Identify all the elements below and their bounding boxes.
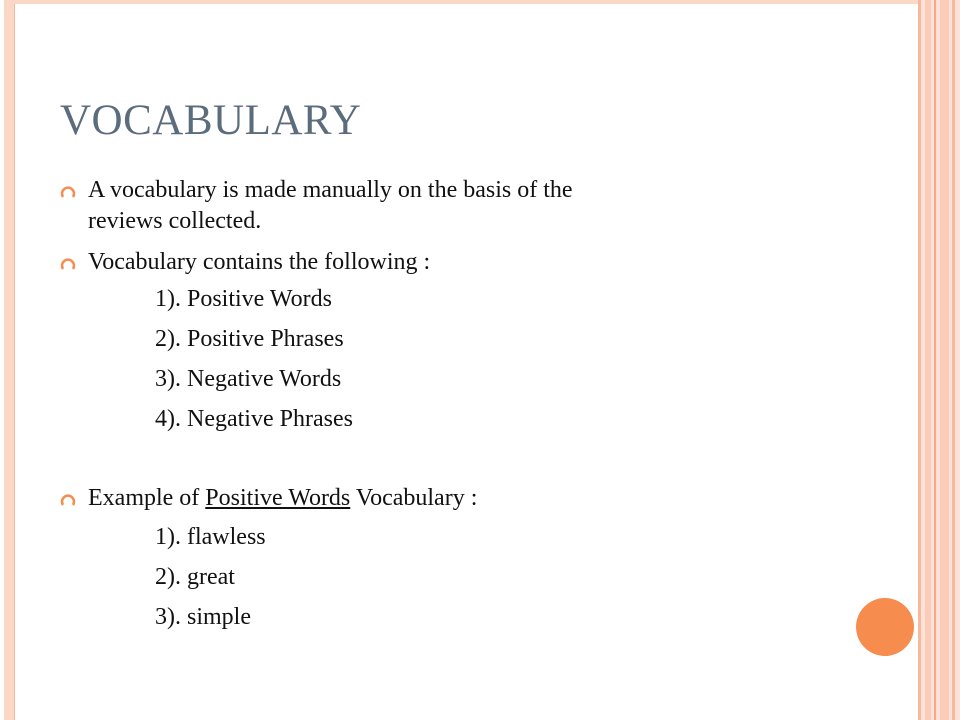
open-orange-bullet-icon xyxy=(60,183,76,199)
list-item: 3). Negative Words xyxy=(155,366,342,392)
frame-stripe xyxy=(925,0,931,720)
list-item: 4). Negative Phrases xyxy=(155,406,353,432)
bullet-text xyxy=(88,483,808,514)
orange-circle-decoration xyxy=(856,598,914,656)
list-item: 3). simple xyxy=(155,604,251,630)
frame-top-border xyxy=(4,0,918,4)
open-orange-bullet-icon xyxy=(60,491,76,507)
list-item: 1). flawless xyxy=(155,524,266,550)
frame-left-border xyxy=(4,0,15,720)
frame-stripe xyxy=(940,0,949,720)
frame-stripe xyxy=(934,0,936,720)
list-item: 2). great xyxy=(155,564,235,590)
list-item: 2). Positive Phrases xyxy=(155,326,344,352)
frame-stripe xyxy=(952,0,955,720)
bullet-text xyxy=(88,175,808,237)
example-suffix: Vocabulary : xyxy=(350,485,478,511)
example-underlined: Positive Words xyxy=(205,485,351,511)
frame-stripe xyxy=(918,0,921,720)
bullet-line: A vocabulary is made manually on the basis of the xyxy=(88,177,573,203)
example-prefix: Example of xyxy=(88,485,206,511)
slide-title: VOCABULARY xyxy=(60,97,362,144)
list-item: 1). Positive Words xyxy=(155,286,332,312)
bullet-line: reviews collected. xyxy=(88,208,262,234)
open-orange-bullet-icon xyxy=(60,255,76,271)
bullet-text: Vocabulary contains the following : xyxy=(88,249,431,275)
